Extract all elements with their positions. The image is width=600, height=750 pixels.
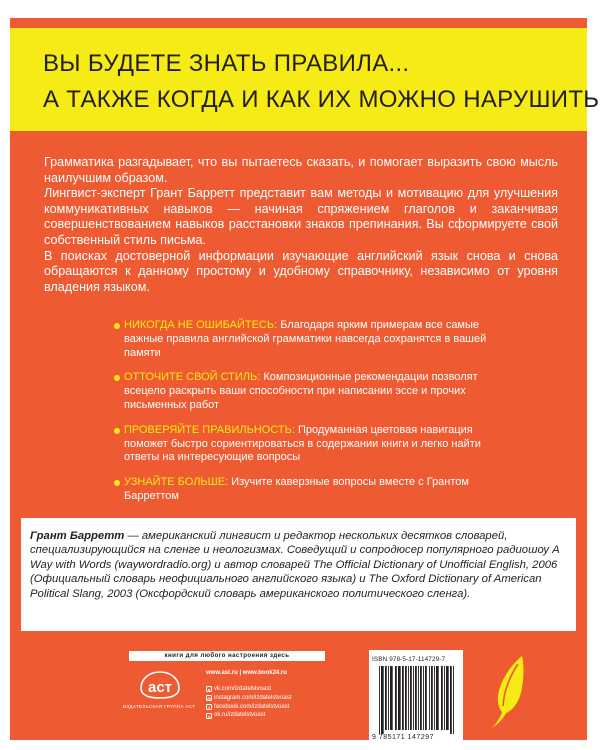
barcode-bar <box>388 666 389 730</box>
barcode-bar <box>390 666 393 730</box>
social-link-label: ok.ru/izdatelstvoast <box>214 712 266 719</box>
social-links <box>206 685 291 720</box>
social-link <box>206 703 291 712</box>
instagram-icon: ◎ <box>207 696 211 702</box>
barcode-bar <box>410 666 412 730</box>
headline-line-1: ВЫ БУДЕТЕ ЗНАТЬ ПРАВИЛА... <box>43 50 410 77</box>
ok-icon: о <box>207 713 211 719</box>
barcode-bar <box>413 666 414 730</box>
social-link-label: facebook.com/izdatelstvoast <box>214 703 290 710</box>
social-link <box>206 711 291 720</box>
barcode-bar <box>398 666 401 730</box>
feature-title: НИКОГДА НЕ ОШИБАЙТЕСЬ: <box>124 319 278 331</box>
barcode-bar <box>450 666 452 734</box>
social-link <box>206 685 291 694</box>
publisher-slogan: книги для любого настроения здесь <box>129 651 325 661</box>
barcode-bar <box>429 666 430 730</box>
barcode-bar <box>418 666 419 730</box>
social-link-label: vk.com/izdatelstvoast <box>214 686 272 692</box>
feature-title: УЗНАЙТЕ БОЛЬШЕ: <box>124 476 229 489</box>
barcode-bar <box>444 666 445 730</box>
feature-item <box>114 424 514 465</box>
publisher-name: ИЗДАТЕЛЬСКАЯ ГРУППА АСТ <box>122 704 196 709</box>
barcode-bar <box>405 666 407 730</box>
feature-item <box>114 371 514 412</box>
feature-list <box>114 319 514 515</box>
barcode-bar <box>381 666 384 734</box>
social-link <box>206 694 291 703</box>
isbn-label: ISBN 978-5-17-114729-7 <box>372 656 446 663</box>
intro-text <box>44 155 558 295</box>
barcode-digits: 9 785171 147297 <box>372 734 434 741</box>
feature-item <box>114 319 514 360</box>
feature-title: ОТТОЧИТЕ СВОЙ СТИЛЬ: <box>124 371 261 384</box>
barcode-bar <box>385 666 387 730</box>
bullet-dot-icon <box>114 375 120 381</box>
barcode-bar <box>408 666 409 730</box>
quill-logo-icon <box>478 650 538 732</box>
barcode-bar <box>436 666 439 730</box>
barcode-bar <box>402 666 404 730</box>
author-name: Грант Барретт <box>30 530 125 542</box>
barcode-bar <box>441 666 443 730</box>
barcode-bar <box>423 666 424 730</box>
bullet-dot-icon <box>114 428 120 434</box>
headline-line-2: А ТАКЖЕ КОГДА И КАК ИХ МОЖНО НАРУШИТЬ <box>43 86 600 113</box>
feature-text: Продуманная цветовая навигация поможет быстро сориентироваться в содержании книги и легко найти ответы на интересующие вопросы <box>124 423 481 464</box>
feature-title: ПРОВЕРЯЙТЕ ПРАВИЛЬНОСТЬ: <box>124 423 295 436</box>
barcode-bar <box>415 666 417 730</box>
barcode-bar <box>425 666 427 730</box>
author-bio <box>30 529 565 601</box>
intro-paragraph-1: Грамматика разгадывает, что вы пытаетесь сказать, и помогает выразить свою мысль наилучшим образом. <box>44 155 558 185</box>
feature-text: Благодаря ярким примерам все самые важные правила английской грамматики навсегда сохранятся в вашей памяти <box>124 319 487 359</box>
barcode-bar <box>420 666 422 730</box>
social-link-label: instagram.com/izdatelstvoast <box>214 694 292 701</box>
intro-paragraph-3: В поисках достоверной информации изучающие английский язык снова и снова обращаются к данному простому и удобному справочнику, независимо от уровня владения языком. <box>44 248 558 294</box>
intro-paragraph-2: Лингвист-эксперт Грант Барретт представит вам методы и мотивацию для улучшения коммуникативных навыков — начиная спряжением глаголов и заканчивая совершенствованием навыков расстановки знаков препинания. Вы сформируете свой собственный стиль письма. <box>44 186 558 247</box>
feature-text: Изучите каверзные вопросы вместе с Грантом Барреттом <box>124 476 469 502</box>
bullet-dot-icon <box>114 480 120 486</box>
ast-logo-icon <box>138 670 182 700</box>
vk-icon: в <box>207 687 211 693</box>
barcode-bar <box>379 666 380 734</box>
facebook-icon: f <box>206 704 212 710</box>
barcode-bar <box>431 666 433 730</box>
headline-banner <box>10 28 587 131</box>
barcode-bar <box>395 666 397 730</box>
publisher-websites: www.ast.ru | www.book24.ru <box>206 670 287 676</box>
ast-logo-text: аст <box>147 679 173 696</box>
barcode-bar <box>434 666 435 730</box>
barcode-icon <box>378 666 460 734</box>
feature-text: Композиционные рекомендации позволят всецело раскрыть ваши способности при написании эссе и прочих письменных работ <box>124 371 478 411</box>
bullet-dot-icon <box>114 323 120 329</box>
barcode-bar <box>446 666 449 730</box>
feature-item <box>114 476 514 504</box>
barcode-bar <box>453 666 454 734</box>
author-bio-text: — американский лингвист и редактор нескольких десятков словарей, специализирующийся на сленге и неологизмах. Соведущий и сопродюсер популярного радиошоу A Way with Words (waywordradio.org) и автор словарей The Official Dictionary of Unofficial English, 2006 (Официальный словарь неофициального английского языка) и The Oxford Dictionary of American Political Slang, 2003 (Оксфордский словарь американского политического сленга). <box>30 530 560 600</box>
